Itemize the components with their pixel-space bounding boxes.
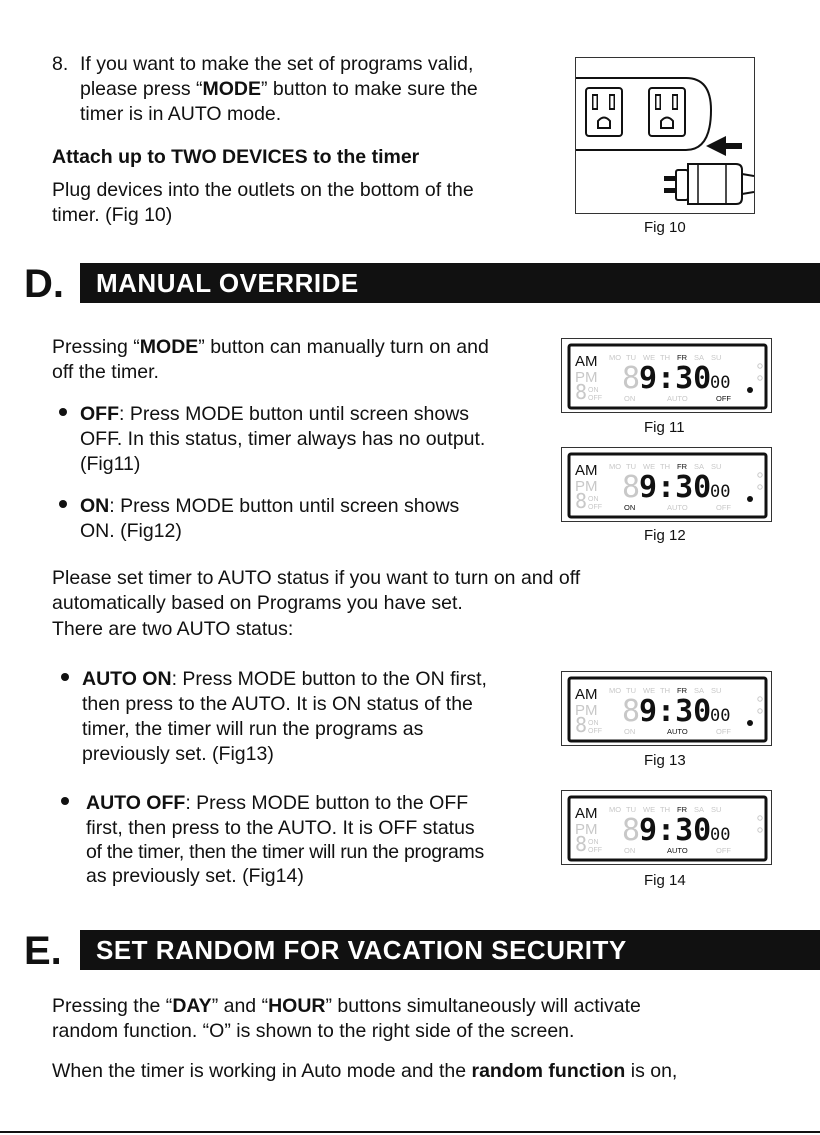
lcd-faded-hour: 8 <box>622 361 641 396</box>
fig10-illustration <box>575 57 755 214</box>
lcd-day-th: TH <box>660 353 670 362</box>
lcd-day-tu: TU <box>626 805 636 814</box>
lcd-day-su: SU <box>711 805 722 814</box>
lcd-pm: PM <box>575 369 598 386</box>
lcd-dot <box>747 496 753 502</box>
lcd-fig11 <box>561 338 772 413</box>
lcd-day-th: TH <box>660 462 670 471</box>
off-bold: OFF <box>80 403 119 425</box>
lcd-day-su: SU <box>711 686 722 695</box>
fig10-caption: Fig 10 <box>644 219 686 236</box>
lcd-mode-auto: AUTO <box>667 846 688 855</box>
arrow-left-icon <box>706 136 742 156</box>
lcd-day-fr: FR <box>677 462 687 471</box>
lcd-on-small: ON <box>588 839 599 846</box>
lcd-time: 9:30 <box>639 470 712 505</box>
off-line3: (Fig11) <box>80 453 141 475</box>
lcd-day-we: WE <box>643 805 656 814</box>
lcd-am: AM <box>575 686 598 703</box>
lcd-mode-on: ON <box>624 727 636 736</box>
lcd-mode-on: ON <box>624 846 636 855</box>
lcd-day-fr: FR <box>677 353 687 362</box>
lcd-pm: PM <box>575 478 598 495</box>
lcd-day-we: WE <box>643 462 656 471</box>
lcd-time: 9:30 <box>639 361 712 396</box>
random-circle-icon: O <box>209 1020 225 1042</box>
lcd-off-small: OFF <box>588 395 602 402</box>
on-rest: : Press MODE button until screen shows <box>109 495 460 517</box>
day-bold: DAY <box>172 995 212 1017</box>
e-p2-a: When the timer is working in Auto mode and the <box>52 1060 472 1082</box>
lcd-faded-hour: 8 <box>622 813 641 848</box>
lcd-screen-drawing <box>562 672 773 747</box>
lcd-mode-auto: AUTO <box>667 503 688 512</box>
lcd-on-small: ON <box>588 496 599 503</box>
lcd-day-mo: MO <box>609 686 622 695</box>
lcd-am: AM <box>575 353 598 370</box>
off-line1 <box>80 402 469 427</box>
lcd-day-sa: SA <box>694 462 705 471</box>
section-d-title: MANUAL OVERRIDE <box>80 263 820 303</box>
step8-line2-post: ” button to make sure the <box>260 78 478 100</box>
off-line2: OFF. In this status, timer always has no output. <box>80 428 486 450</box>
e-p1-line2-a: random function. “ <box>52 1020 210 1042</box>
e-p2-line1 <box>52 1059 677 1084</box>
lcd-off-small: OFF <box>588 504 602 511</box>
lcd-fig12 <box>561 447 772 522</box>
attach-line1: Plug devices into the outlets on the bottom of the <box>52 179 474 201</box>
lcd-day-th: TH <box>660 686 670 695</box>
lcd-day-su: SU <box>711 353 722 362</box>
section-e-title: SET RANDOM FOR VACATION SECURITY <box>80 930 820 970</box>
off-rest: : Press MODE button until screen shows <box>119 403 470 425</box>
lcd-day-tu: TU <box>626 353 636 362</box>
lcd-day-sa: SA <box>694 353 705 362</box>
auto-line2: automatically based on Programs you have set. <box>52 592 463 614</box>
fig14-caption: Fig 14 <box>644 872 686 889</box>
e-p1-line2 <box>52 1019 574 1044</box>
lcd-fig13 <box>561 671 772 746</box>
lcd-mode-off: OFF <box>716 846 731 855</box>
d-intro-bold: MODE <box>139 336 199 358</box>
lcd-faded-digit: 8 <box>575 380 588 404</box>
lcd-dot <box>747 387 753 393</box>
lcd-off-small: OFF <box>588 728 602 735</box>
autoon-line1 <box>82 667 487 692</box>
bullet-auto-off <box>61 797 69 805</box>
on-line2: ON. (Fig12) <box>80 520 182 542</box>
lcd-day-th: TH <box>660 805 670 814</box>
attach-line2: timer. (Fig 10) <box>52 204 173 226</box>
step8-line1: If you want to make the set of programs valid, <box>80 53 474 75</box>
lcd-mode-on: ON <box>624 394 636 403</box>
lcd-mode-off: OFF <box>716 503 731 512</box>
lcd-mode-off: OFF <box>716 727 731 736</box>
d-intro-pre: Pressing “ <box>52 336 140 358</box>
hour-bold: HOUR <box>268 995 326 1017</box>
lcd-faded-hour: 8 <box>622 694 641 729</box>
bullet-auto-on <box>61 673 69 681</box>
autooff-line1 <box>86 791 468 816</box>
lcd-day-tu: TU <box>626 686 636 695</box>
lcd-screen-drawing <box>562 448 773 523</box>
lcd-faded-hour: 8 <box>622 470 641 505</box>
lcd-off-small: OFF <box>588 847 602 854</box>
lcd-am: AM <box>575 805 598 822</box>
autooff-bold: AUTO OFF <box>86 792 186 814</box>
lcd-day-sa: SA <box>694 805 705 814</box>
autoon-bold: AUTO ON <box>82 668 172 690</box>
autoon-line3: timer, the timer will run the programs as <box>82 718 424 740</box>
lcd-am: AM <box>575 462 598 479</box>
e-p1-line1 <box>52 994 641 1019</box>
lcd-mode-auto: AUTO <box>667 394 688 403</box>
fig11-caption: Fig 11 <box>644 419 685 436</box>
step8-line3: timer is in AUTO mode. <box>80 103 282 125</box>
e-p1-e: ” buttons simultaneously will activate <box>325 995 641 1017</box>
attach-heading: Attach up to TWO DEVICES to the timer <box>52 146 420 168</box>
bullet-off <box>59 408 67 416</box>
lcd-mode-auto: AUTO <box>667 727 688 736</box>
autoon-line4: previously set. (Fig13) <box>82 743 274 765</box>
lcd-day-we: WE <box>643 686 656 695</box>
lcd-screen-drawing <box>562 791 773 866</box>
lcd-day-tu: TU <box>626 462 636 471</box>
section-d-letter: D. <box>24 262 64 306</box>
plug-icon <box>664 164 754 204</box>
lcd-day-su: SU <box>711 462 722 471</box>
step8-number: 8. <box>52 53 69 75</box>
autooff-line4: as previously set. (Fig14) <box>86 865 304 887</box>
lcd-day-fr: FR <box>677 686 687 695</box>
lcd-seconds: 00 <box>710 706 731 726</box>
lcd-day-we: WE <box>643 353 656 362</box>
d-intro-line2: off the timer. <box>52 361 159 383</box>
lcd-day-mo: MO <box>609 462 622 471</box>
d-intro-line1 <box>52 335 489 360</box>
autooff-line3: of the timer, then the timer will run the programs <box>86 841 484 863</box>
e-p1-a: Pressing the “ <box>52 995 173 1017</box>
bullet-on <box>59 500 67 508</box>
e-p1-c: ” and “ <box>211 995 269 1017</box>
lcd-day-fr: FR <box>677 805 687 814</box>
auto-line1: Please set timer to AUTO status if you want to turn on and off <box>52 567 581 589</box>
lcd-day-sa: SA <box>694 686 705 695</box>
lcd-on-small: ON <box>588 387 599 394</box>
lcd-fig14 <box>561 790 772 865</box>
lcd-day-mo: MO <box>609 353 622 362</box>
autoon-line2: then press to the AUTO. It is ON status of the <box>82 693 473 715</box>
lcd-faded-digit: 8 <box>575 713 588 737</box>
fig12-caption: Fig 12 <box>644 527 686 544</box>
lcd-seconds: 00 <box>710 825 731 845</box>
autooff-rest: : Press MODE button to the OFF <box>185 792 469 814</box>
step8-line2-pre: please press “ <box>80 78 203 100</box>
on-line1 <box>80 494 459 519</box>
autooff-line2: first, then press to the AUTO. It is OFF status <box>86 817 475 839</box>
lcd-dot <box>747 720 753 726</box>
d-intro-post: ” button can manually turn on and <box>198 336 489 358</box>
lcd-screen-drawing <box>562 339 773 414</box>
e-p1-line2-c: ” is shown to the right side of the screen. <box>224 1020 575 1042</box>
lcd-seconds: 00 <box>710 482 731 502</box>
on-bold: ON <box>80 495 110 517</box>
outlet-left-icon <box>586 88 622 136</box>
e-p2-c: is on, <box>625 1060 678 1082</box>
outlet-right-icon <box>649 88 685 136</box>
page-bottom-rule <box>0 1131 820 1133</box>
lcd-seconds: 00 <box>710 373 731 393</box>
fig13-caption: Fig 13 <box>644 752 686 769</box>
lcd-time: 9:30 <box>639 694 712 729</box>
autoon-rest: : Press MODE button to the ON first, <box>171 668 487 690</box>
lcd-time: 9:30 <box>639 813 712 848</box>
lcd-pm: PM <box>575 702 598 719</box>
lcd-faded-digit: 8 <box>575 832 588 856</box>
lcd-mode-on: ON <box>624 503 636 512</box>
outlet-plug-drawing <box>576 58 754 213</box>
step8-line2 <box>80 77 478 102</box>
section-e-letter: E. <box>24 929 62 973</box>
lcd-day-mo: MO <box>609 805 622 814</box>
lcd-on-small: ON <box>588 720 599 727</box>
mode-bold: MODE <box>202 78 261 100</box>
lcd-faded-digit: 8 <box>575 489 588 513</box>
auto-line3: There are two AUTO status: <box>52 618 294 640</box>
random-function-bold: random function <box>471 1060 626 1082</box>
lcd-mode-off: OFF <box>716 394 731 403</box>
lcd-pm: PM <box>575 821 598 838</box>
